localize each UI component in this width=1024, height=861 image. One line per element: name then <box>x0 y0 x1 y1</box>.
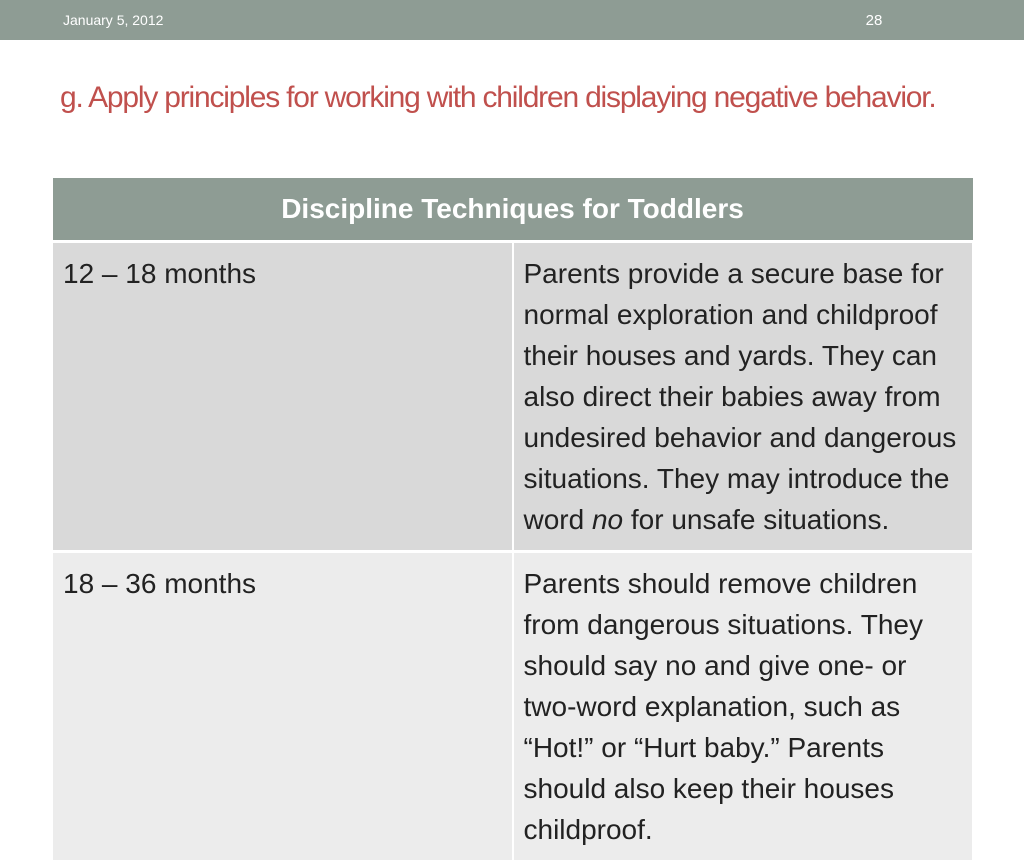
emphasis-word: no <box>591 504 624 535</box>
table-heading: Discipline Techniques for Toddlers <box>53 178 973 242</box>
age-cell: 18 – 36 months <box>53 552 513 861</box>
description-text-end: for unsafe situations. <box>623 504 890 535</box>
description-cell <box>513 242 973 552</box>
description-cell: Parents should remove children from dangerous situations. They should say no and give one- or two-word explanation, such as “Hot!” or “Hurt baby.” Parents should also keep their houses childproof. <box>513 552 973 861</box>
table-row <box>53 242 973 552</box>
slide-title: g. Apply principles for working with children displaying negative behavior. <box>60 81 936 114</box>
slide-page-number: 28 <box>865 12 883 29</box>
age-cell: 12 – 18 months <box>53 242 513 552</box>
table-row <box>53 552 973 861</box>
slide-date: January 5, 2012 <box>63 12 164 28</box>
discipline-table <box>52 178 973 861</box>
top-bar <box>0 0 1024 40</box>
discipline-table-container <box>52 178 973 861</box>
table-header-row <box>53 178 973 242</box>
description-text: Parents provide a secure base for normal exploration and childproof their houses and yards. They can also direct their babies away from undesired behavior and dangerous situations. They may introduce the word <box>523 258 957 535</box>
